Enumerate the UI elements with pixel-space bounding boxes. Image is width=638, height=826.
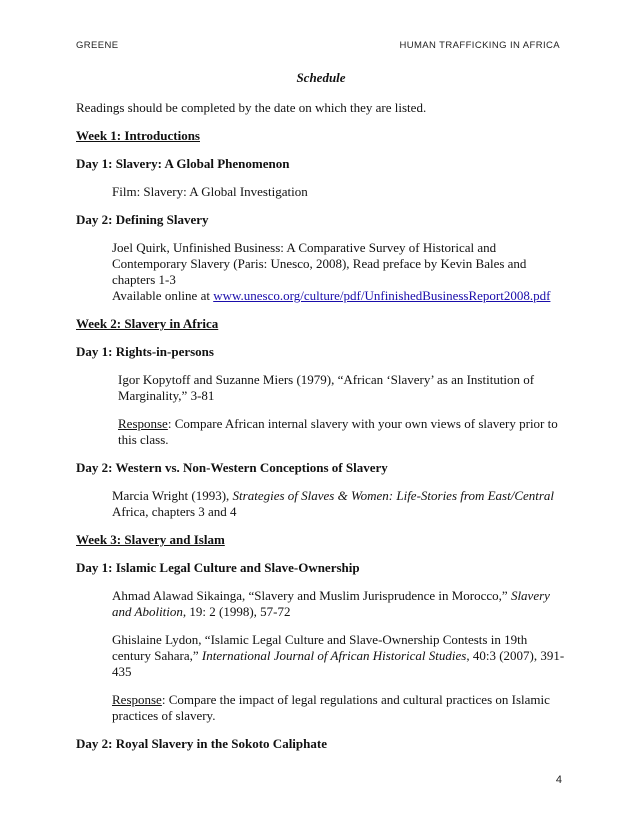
- page-title: Schedule: [296, 70, 346, 85]
- week3-day1-reading-1: [112, 588, 566, 620]
- week3-day1-response: [112, 692, 566, 724]
- reading-details: , 19: 2 (1998), 57-72: [182, 604, 291, 619]
- week2-day2-title: Day 2: Western vs. Non-Western Conceptions of Slavery: [76, 460, 388, 475]
- response-text: : Compare African internal slavery with your own views of slavery prior to this class.: [118, 416, 558, 447]
- week3-heading: Week 3: Slavery and Islam: [76, 532, 225, 547]
- response-text: : Compare the impact of legal regulations and cultural practices on Islamic practices of slavery.: [112, 692, 550, 723]
- reading-title: Strategies of Slaves & Women: Life-Stories from East/Central: [232, 488, 555, 503]
- reading-details: Africa, chapters 3 and 4: [112, 504, 237, 519]
- running-header-right: HUMAN TRAFFICKING IN AFRICA: [399, 40, 560, 51]
- week2-day1-title: Day 1: Rights-in-persons: [76, 344, 214, 359]
- week3-day2-title: Day 2: Royal Slavery in the Sokoto Caliphate: [76, 736, 327, 751]
- week2-day1-response: [118, 416, 566, 448]
- week1-day2-reading: [112, 240, 566, 304]
- week3-day1-title: Day 1: Islamic Legal Culture and Slave-Ownership: [76, 560, 360, 575]
- running-header-left: GREENE: [76, 40, 119, 51]
- week1-heading: Week 1: Introductions: [76, 128, 200, 143]
- available-prefix: Available online at: [112, 288, 214, 303]
- reading-journal: Slavery and Abolition: [112, 588, 550, 619]
- week2-day1-reading: Igor Kopytoff and Suzanne Miers (1979), “African ‘Slavery’ as an Institution of Marginality,” 3-81: [118, 372, 535, 403]
- week2-day2-reading: [112, 488, 566, 520]
- unesco-report-link[interactable]: www.unesco.org/culture/pdf/UnfinishedBusinessReport2008.pdf: [213, 288, 551, 303]
- reading-author: Ahmad Alawad Sikainga, “Slavery and Muslim Jurisprudence in Morocco,”: [112, 588, 511, 603]
- page-number: 4: [555, 774, 562, 786]
- reading-author: Marcia Wright (1993),: [112, 488, 233, 503]
- week2-heading: Week 2: Slavery in Africa: [76, 316, 219, 331]
- week1-day1-title: Day 1: Slavery: A Global Phenomenon: [76, 156, 290, 171]
- page-body: [76, 70, 566, 764]
- response-label: Response: [112, 692, 162, 707]
- week1-day2-title: Day 2: Defining Slavery: [76, 212, 209, 227]
- reading-journal: International Journal of African Historical Studies: [201, 648, 467, 663]
- response-label: Response: [118, 416, 168, 431]
- reading-details: , 40:3 (2007), 391-435: [112, 648, 565, 679]
- week1-day1-film: Film: Slavery: A Global Investigation: [112, 184, 308, 199]
- reading-author: Ghislaine Lydon, “Islamic Legal Culture and Slave-Ownership Contests in 19th century Sahara,”: [112, 632, 528, 663]
- week3-day1-reading-2: [112, 632, 566, 680]
- intro-text: Readings should be completed by the date on which they are listed.: [76, 100, 427, 115]
- week1-day2-reading-text: Joel Quirk, Unfinished Business: A Comparative Survey of Historical and Contemporary Slavery (Paris: Unesco, 2008), Read preface by Kevin Bales and chapters 1-3: [112, 240, 527, 287]
- week1-day2-availability: [112, 288, 566, 304]
